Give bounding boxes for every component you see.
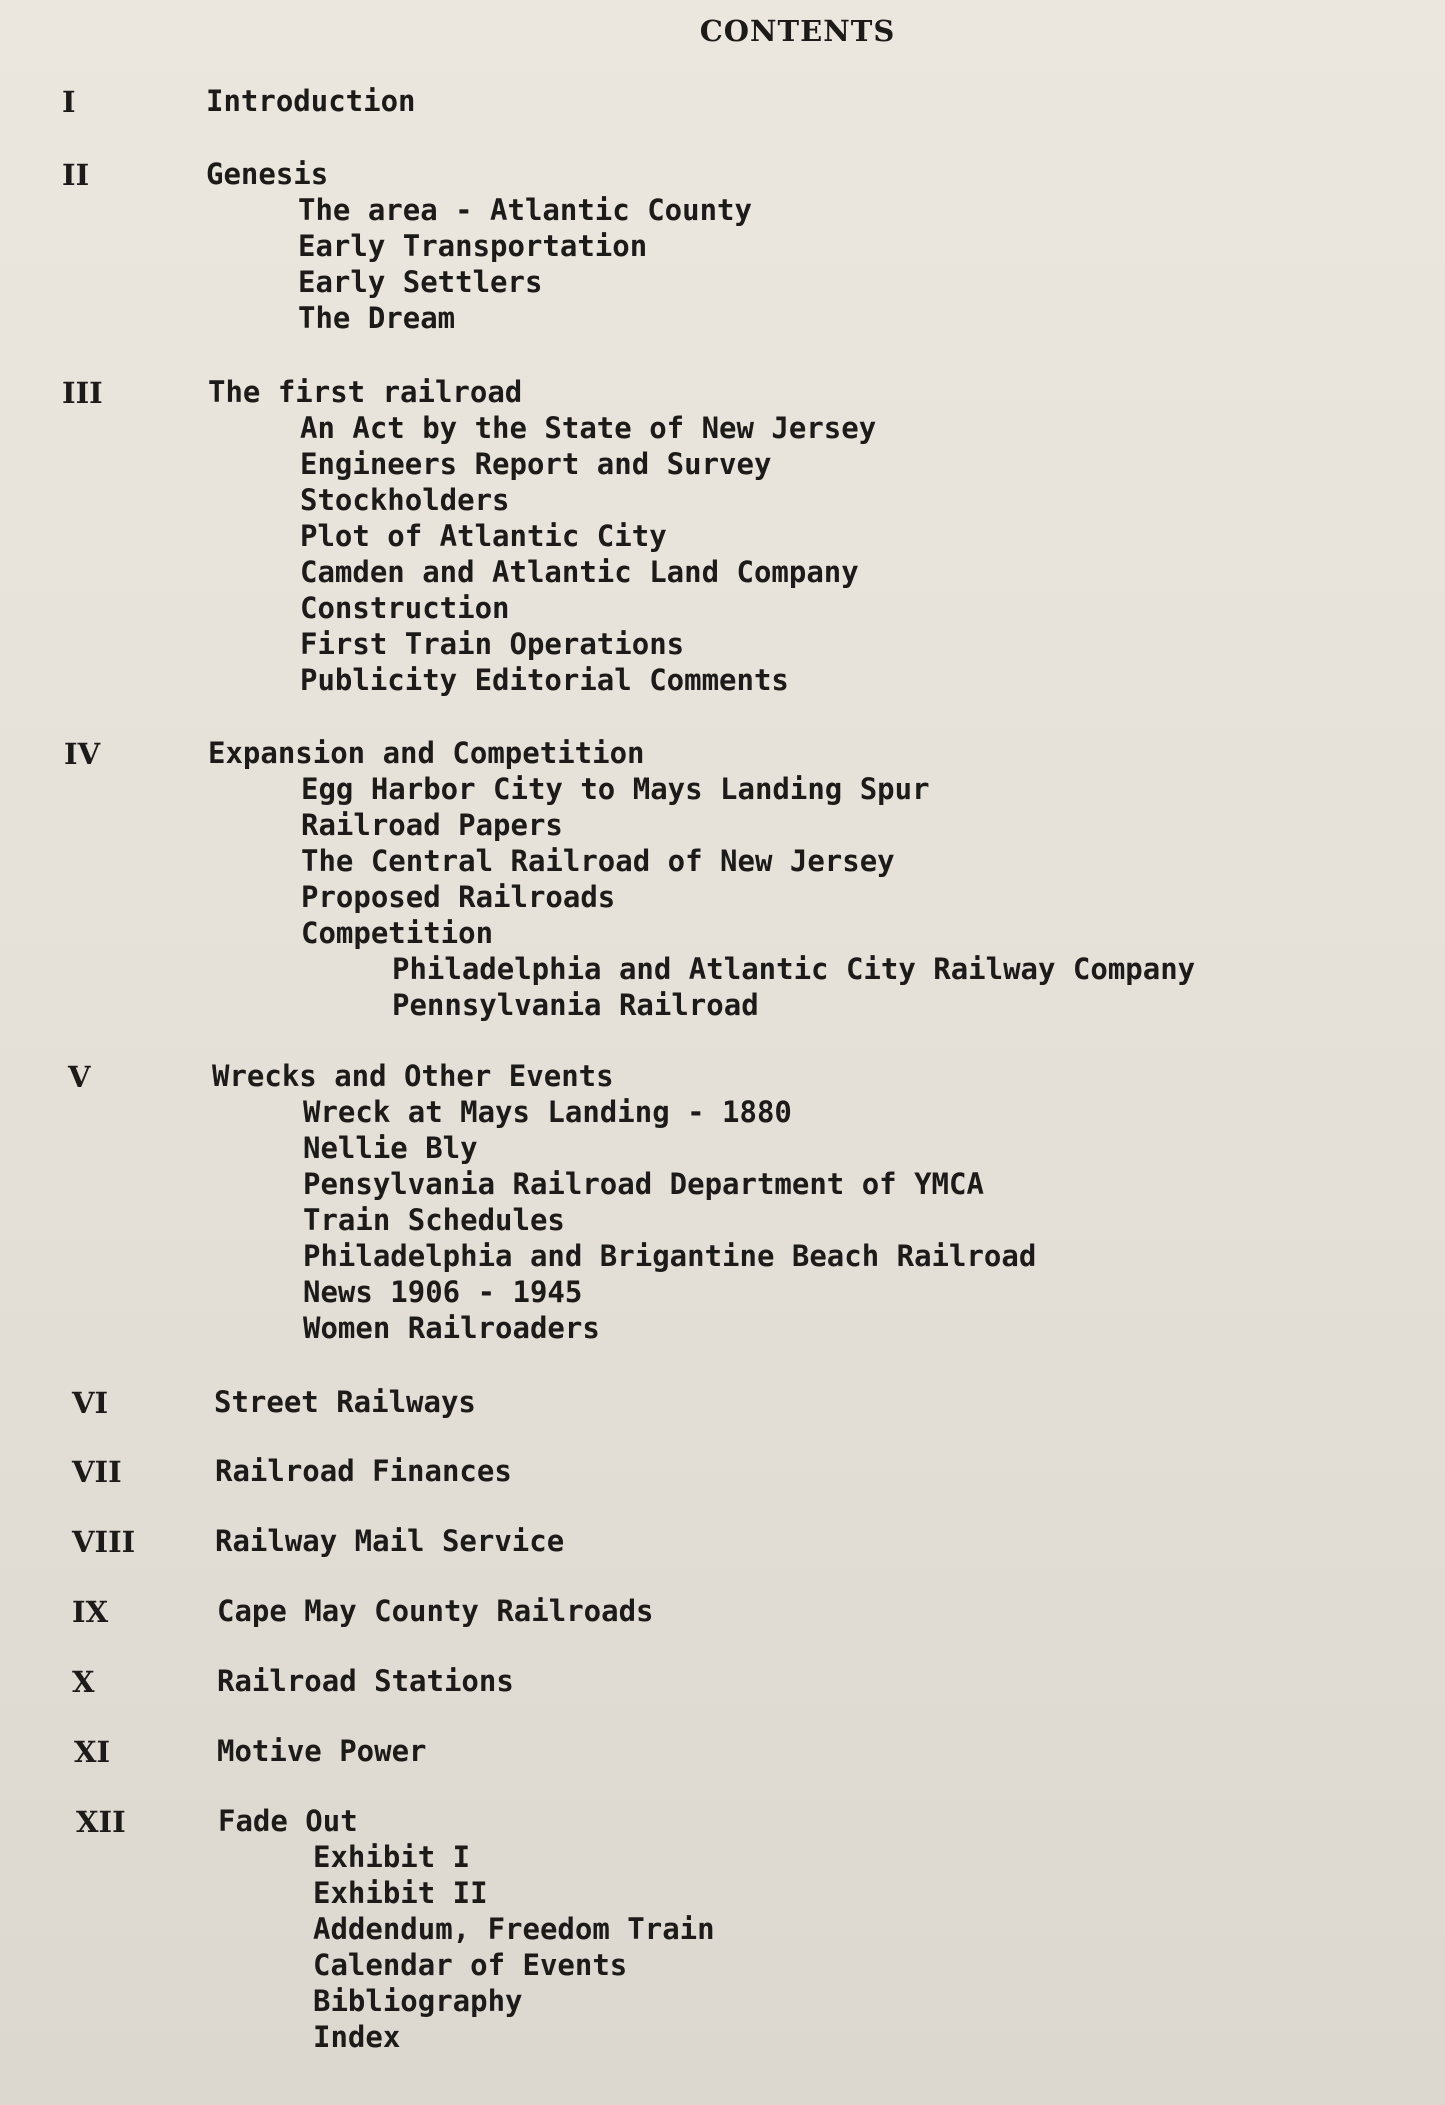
subtopic-item: Plot of Atlantic City	[300, 519, 667, 553]
chapter-number: VII	[72, 1455, 122, 1489]
subtopic-item: The area - Atlantic County	[298, 193, 752, 227]
subtopic-list	[303, 1094, 1036, 1346]
subtopic-list	[298, 192, 752, 336]
nested-subtopic-item: Philadelphia and Atlantic City Railway Company	[392, 952, 1196, 986]
nested-subtopic-item: Pennsylvania Railroad	[392, 988, 759, 1022]
chapter-title: Motive Power	[217, 1734, 427, 1768]
subtopic-item: Railroad Papers	[301, 808, 563, 842]
subtopic-item: Competition	[301, 916, 494, 950]
subtopic-list	[313, 1839, 715, 2055]
chapter-number: X	[72, 1665, 95, 1699]
chapter-number: IV	[64, 737, 101, 771]
subtopic-item: Early Transportation	[298, 229, 648, 263]
subtopic-item: Pensylvania Railroad Department of YMCA	[303, 1167, 984, 1201]
subtopic-item: Early Settlers	[298, 265, 543, 299]
subtopic-item: The Central Railroad of New Jersey	[301, 844, 895, 878]
chapter-number: V	[68, 1060, 91, 1094]
subtopic-item: Addendum, Freedom Train	[313, 1912, 715, 1946]
subtopic-item: Publicity Editorial Comments	[300, 663, 789, 697]
chapter-number: VI	[72, 1386, 109, 1420]
subtopic-item: Bibliography	[313, 1984, 523, 2018]
chapter-title: Street Railways	[214, 1385, 476, 1419]
subtopic-item: Women Railroaders	[303, 1311, 600, 1345]
chapter-number: III	[62, 376, 103, 410]
subtopic-item: Construction	[300, 591, 510, 625]
chapter-number: II	[62, 158, 90, 192]
chapter-number: I	[62, 85, 76, 119]
subtopic-list	[301, 771, 1195, 1023]
subtopic-item: Egg Harbor City to Mays Landing Spur	[301, 772, 930, 806]
subtopic-item: Exhibit I	[313, 1840, 471, 1874]
chapter-title: Railroad Finances	[215, 1454, 512, 1488]
chapter-title: The first railroad	[208, 375, 523, 409]
chapter-number: IX	[72, 1595, 109, 1629]
chapter-number: XII	[76, 1805, 126, 1839]
page-title: CONTENTS	[699, 14, 896, 48]
subtopic-item: Engineers Report and Survey	[300, 447, 772, 481]
subtopic-item: Nellie Bly	[303, 1131, 478, 1165]
subtopic-item: Stockholders	[300, 483, 510, 517]
subtopic-item: Proposed Railroads	[301, 880, 616, 914]
subtopic-item: Wreck at Mays Landing - 1880	[303, 1095, 792, 1129]
chapter-title: Genesis	[206, 157, 329, 191]
chapter-number: XI	[74, 1735, 111, 1769]
subtopic-item: Train Schedules	[303, 1203, 565, 1237]
subtopic-item: First Train Operations	[300, 627, 685, 661]
subtopic-item: Philadelphia and Brigantine Beach Railroad	[303, 1239, 1037, 1273]
chapter-title: Introduction	[206, 84, 416, 118]
subtopic-item: Camden and Atlantic Land Company	[300, 555, 859, 589]
subtopic-item: An Act by the State of New Jersey	[300, 411, 877, 445]
chapter-title: Fade Out	[218, 1804, 358, 1838]
subtopic-item: Calendar of Events	[313, 1948, 628, 1982]
subtopic-item: Index	[313, 2020, 401, 2054]
chapter-number: VIII	[72, 1525, 136, 1559]
subtopic-item: News 1906 - 1945	[303, 1275, 583, 1309]
chapter-title: Expansion and Competition	[208, 736, 645, 770]
subtopic-item: The Dream	[298, 301, 456, 335]
chapter-title: Railway Mail Service	[215, 1524, 565, 1558]
subtopic-list	[300, 410, 876, 698]
chapter-title: Railroad Stations	[217, 1664, 514, 1698]
chapter-title: Wrecks and Other Events	[212, 1059, 614, 1093]
chapter-title: Cape May County Railroads	[217, 1594, 654, 1628]
subtopic-item: Exhibit II	[313, 1876, 488, 1910]
